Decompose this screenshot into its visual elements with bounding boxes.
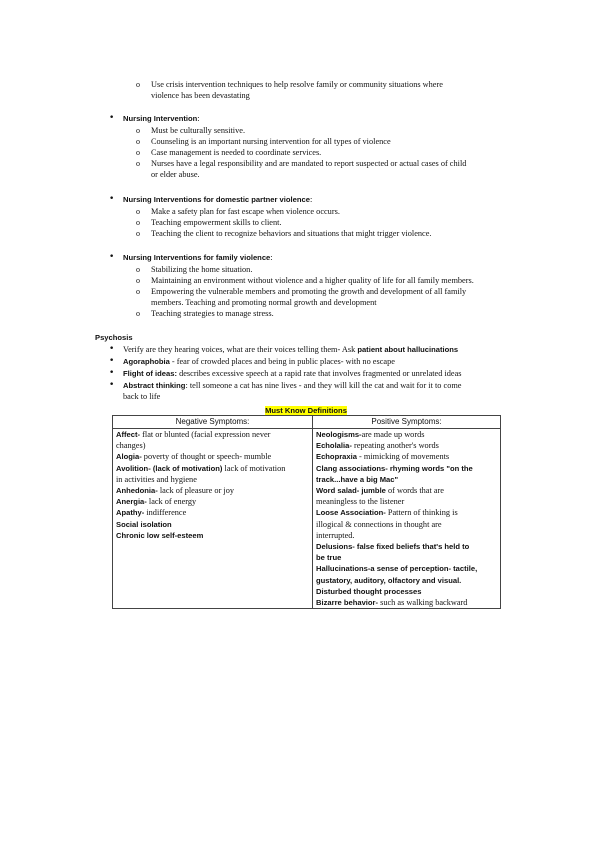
neg-apathy: Apathy- indifference xyxy=(116,508,187,518)
sub-bullet-icon: o xyxy=(136,309,140,318)
list-item: Stabilizing the home situation. xyxy=(151,265,253,274)
pos-bizarre: Bizarre behavior- such as walking backward xyxy=(316,598,468,608)
pos-echolalia: Echolalia- repeating another's words xyxy=(316,441,439,451)
list-item: Make a safety plan for fast escape when violence occurs. xyxy=(151,207,340,216)
list-item: Counseling is an important nursing intervention for all types of violence xyxy=(151,137,391,146)
negative-symptoms-header: Negative Symptoms: xyxy=(113,416,313,429)
table-title: Must Know Definitions xyxy=(265,406,347,415)
sub-bullet-icon: o xyxy=(136,159,140,168)
section-heading: Nursing Interventions for domestic partner violence: xyxy=(123,195,313,204)
sub-bullet-icon: o xyxy=(136,148,140,157)
pos-clang: Clang associations- rhyming words "on the xyxy=(316,463,473,473)
list-item: Maintaining an environment without violence and a higher quality of life for all family members. xyxy=(151,276,474,285)
neg-anergia: Anergia- lack of energy xyxy=(116,497,197,507)
sub-bullet-icon: o xyxy=(136,218,140,227)
list-item: Case management is needed to coordinate services. xyxy=(151,148,322,157)
neg-affect: Affect- flat or blunted (facial expression never xyxy=(116,430,271,439)
list-item-continuation: members. Teaching and promoting normal growth and development xyxy=(151,298,377,307)
sub-bullet-icon: o xyxy=(136,137,140,146)
pos-hallucinations: Hallucinations-a sense of perception- tactile, xyxy=(316,564,478,574)
pos-delusions-cont: be true xyxy=(316,553,342,563)
pos-disturbed: Disturbed thought processes xyxy=(316,586,422,596)
section-heading: Psychosis xyxy=(95,333,133,342)
neg-avolition-cont: in activities and hygiene xyxy=(116,474,197,484)
bullet-icon: • xyxy=(109,113,115,123)
section-heading: Nursing Intervention: xyxy=(123,114,200,123)
list-item: Empowering the vulnerable members and promoting the growth and development of all family xyxy=(151,287,467,296)
sub-bullet-icon: o xyxy=(136,229,140,238)
definitions-table xyxy=(112,415,501,609)
list-item: Use crisis intervention techniques to help resolve family or community situations where xyxy=(151,80,443,89)
bullet-icon: • xyxy=(109,194,115,204)
pos-loose: Loose Association- Pattern of thinking is xyxy=(316,508,458,518)
pos-loose-cont: illogical & connections in thought are xyxy=(316,519,442,529)
list-item: Nurses have a legal responsibility and are mandated to report suspected or actual cases of child xyxy=(151,159,467,168)
bullet-icon: • xyxy=(109,356,115,366)
neg-anhedonia: Anhedonia- lack of pleasure or joy xyxy=(116,486,235,496)
neg-social: Social isolation xyxy=(116,519,172,529)
sub-bullet-icon: o xyxy=(136,287,140,296)
bullet-icon: • xyxy=(109,380,115,390)
list-item-continuation: back to life xyxy=(123,392,161,401)
list-item: Agoraphobia - fear of crowded places and being in public places- with no escape xyxy=(123,357,395,366)
pos-word-salad-cont: meaningless to the listener xyxy=(316,497,405,507)
sub-bullet-icon: o xyxy=(136,126,140,135)
list-item: Verify are they hearing voices, what are their voices telling them- Ask patient about hallucinations xyxy=(123,345,459,354)
section-heading: Nursing Interventions for family violence: xyxy=(123,253,273,262)
pos-loose-cont: interrupted. xyxy=(316,530,355,540)
positive-symptoms-header: Positive Symptoms: xyxy=(313,416,501,429)
positive-symptoms-cell xyxy=(313,429,501,609)
pos-neologisms: Neologisms-are made up words xyxy=(316,430,425,439)
sub-bullet-icon: o xyxy=(136,207,140,216)
sub-bullet-icon: o xyxy=(136,276,140,285)
pos-echopraxia: Echopraxia - mimicking of movements xyxy=(316,452,450,462)
neg-alogia: Alogia- poverty of thought or speech- mumble xyxy=(116,452,272,462)
list-item-continuation: violence has been devastating xyxy=(151,91,250,100)
pos-clang-cont: track...have a big Mac" xyxy=(316,474,399,484)
list-item: Abstract thinking: tell someone a cat has nine lives - and they will kill the cat and wait for it to come xyxy=(123,381,462,390)
sub-bullet-icon: o xyxy=(136,80,140,89)
bullet-icon: • xyxy=(109,252,115,262)
bullet-icon: • xyxy=(109,344,115,354)
neg-affect-cont: changes) xyxy=(116,441,146,451)
list-item: Teaching the client to recognize behaviors and situations that might trigger violence. xyxy=(151,229,432,238)
list-item-continuation: or elder abuse. xyxy=(151,170,200,179)
bullet-icon: • xyxy=(109,368,115,378)
negative-symptoms-cell xyxy=(113,429,313,609)
sub-bullet-icon: o xyxy=(136,265,140,274)
pos-hallucinations-cont: gustatory, auditory, olfactory and visual. xyxy=(316,575,462,585)
list-item: Teaching strategies to manage stress. xyxy=(151,309,274,318)
list-item: Teaching empowerment skills to client. xyxy=(151,218,282,227)
pos-word-salad: Word salad- jumble of words that are xyxy=(316,486,444,496)
list-item: Flight of ideas: describes excessive speech at a rapid rate that involves fragmented or unrelated ideas xyxy=(123,369,462,378)
neg-avolition: Avolition- (lack of motivation) lack of motivation xyxy=(116,463,286,473)
list-item: Must be culturally sensitive. xyxy=(151,126,246,135)
pos-delusions: Delusions- false fixed beliefs that's held to xyxy=(316,542,470,552)
neg-chronic: Chronic low self-esteem xyxy=(116,530,204,540)
